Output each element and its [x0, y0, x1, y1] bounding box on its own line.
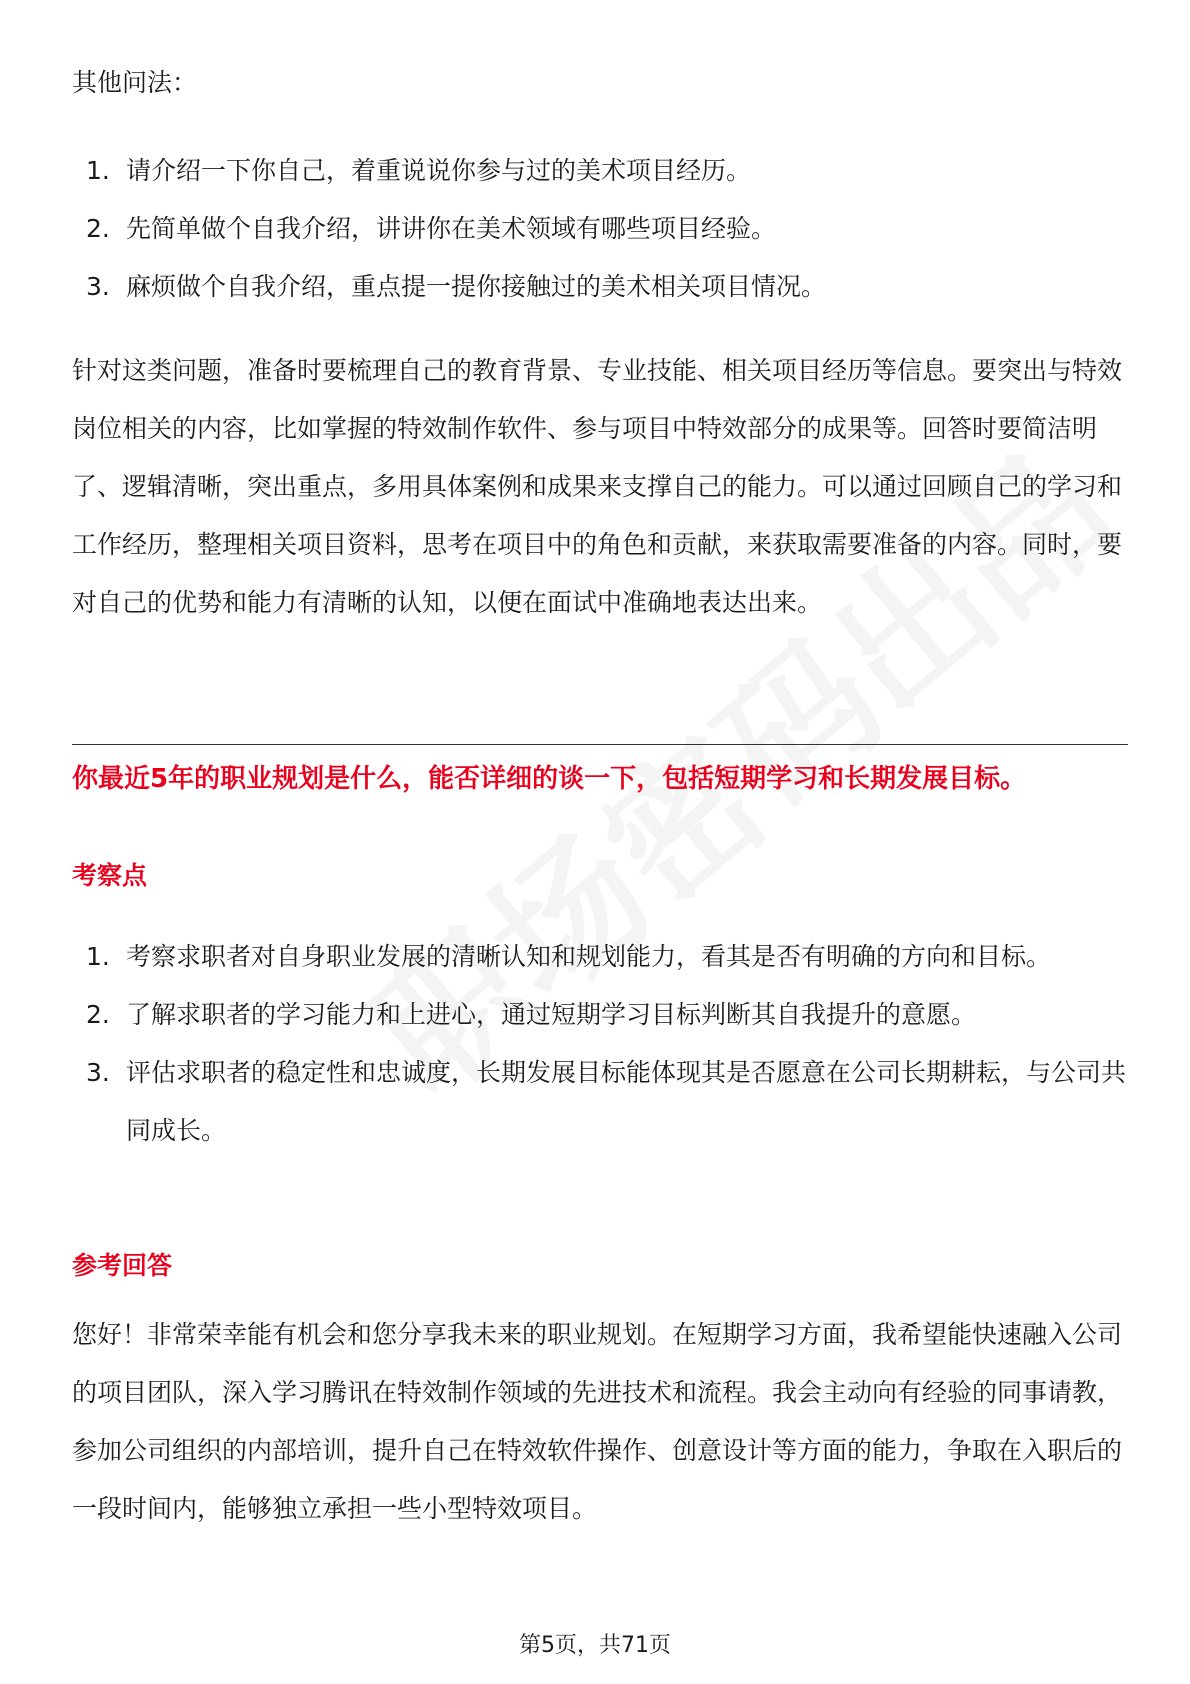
list-item: 1. 考察求职者对自身职业发展的清晰认知和规划能力，看其是否有明确的方向和目标。 — [86, 942, 1052, 971]
alt-questions-list — [72, 142, 1128, 316]
list-item: 2. 先简单做个自我介绍，讲讲你在美术领域有哪些项目经验。 — [86, 214, 777, 243]
page-footer: 第5页，共71页 — [519, 1633, 671, 1658]
list-item: 2. 了解求职者的学习能力和上进心，通过短期学习目标判断其自我提升的意愿。 — [86, 1000, 977, 1029]
points-heading: 考察点 — [72, 861, 148, 890]
question-title: 你最近5年的职业规划是什么，能否详细的谈一下，包括短期学习和长期发展目标。 — [72, 764, 1027, 794]
list-item: 1. 请介绍一下你自己，着重说说你参与过的美术项目经历。 — [86, 156, 752, 185]
intro-text: 其他问法： — [72, 68, 198, 97]
list-item: 3. 麻烦做个自我介绍，重点提一提你接触过的美术相关项目情况。 — [86, 272, 827, 301]
prep-paragraph: 针对这类问题，准备时要梳理自己的教育背景、专业技能、相关项目经历等信息。要突出与特效岗位相关的内容，比如掌握的特效制作软件、参与项目中特效部分的成果等。回答时要简洁明了、逻辑清晰，突出重点，多用具体案例和成果来支撑自己的能力。可以通过回顾自己的学习和工作经历，整理相关项目资料，思考在项目中的角色和贡献，来获取需要准备的内容。同时，要对自己的优势和能力有清晰的认知，以便在面试中准确地表达出来。 — [72, 356, 1123, 617]
points-list — [72, 928, 1128, 1160]
list-item: 3. 评估求职者的稳定性和忠诚度，长期发展目标能体现其是否愿意在公司长期耕耘，与公司共同成长。 — [86, 1058, 1127, 1145]
answer-heading: 参考回答 — [72, 1251, 173, 1280]
section-divider — [72, 744, 1128, 745]
answer-paragraph: 您好！非常荣幸能有机会和您分享我未来的职业规划。在短期学习方面，我希望能快速融入公司的项目团队，深入学习腾讯在特效制作领域的先进技术和流程。我会主动向有经验的同事请教，参加公司组织的内部培训，提升自己在特效软件操作、创意设计等方面的能力，争取在入职后的一段时间内，能够独立承担一些小型特效项目。 — [72, 1320, 1123, 1523]
